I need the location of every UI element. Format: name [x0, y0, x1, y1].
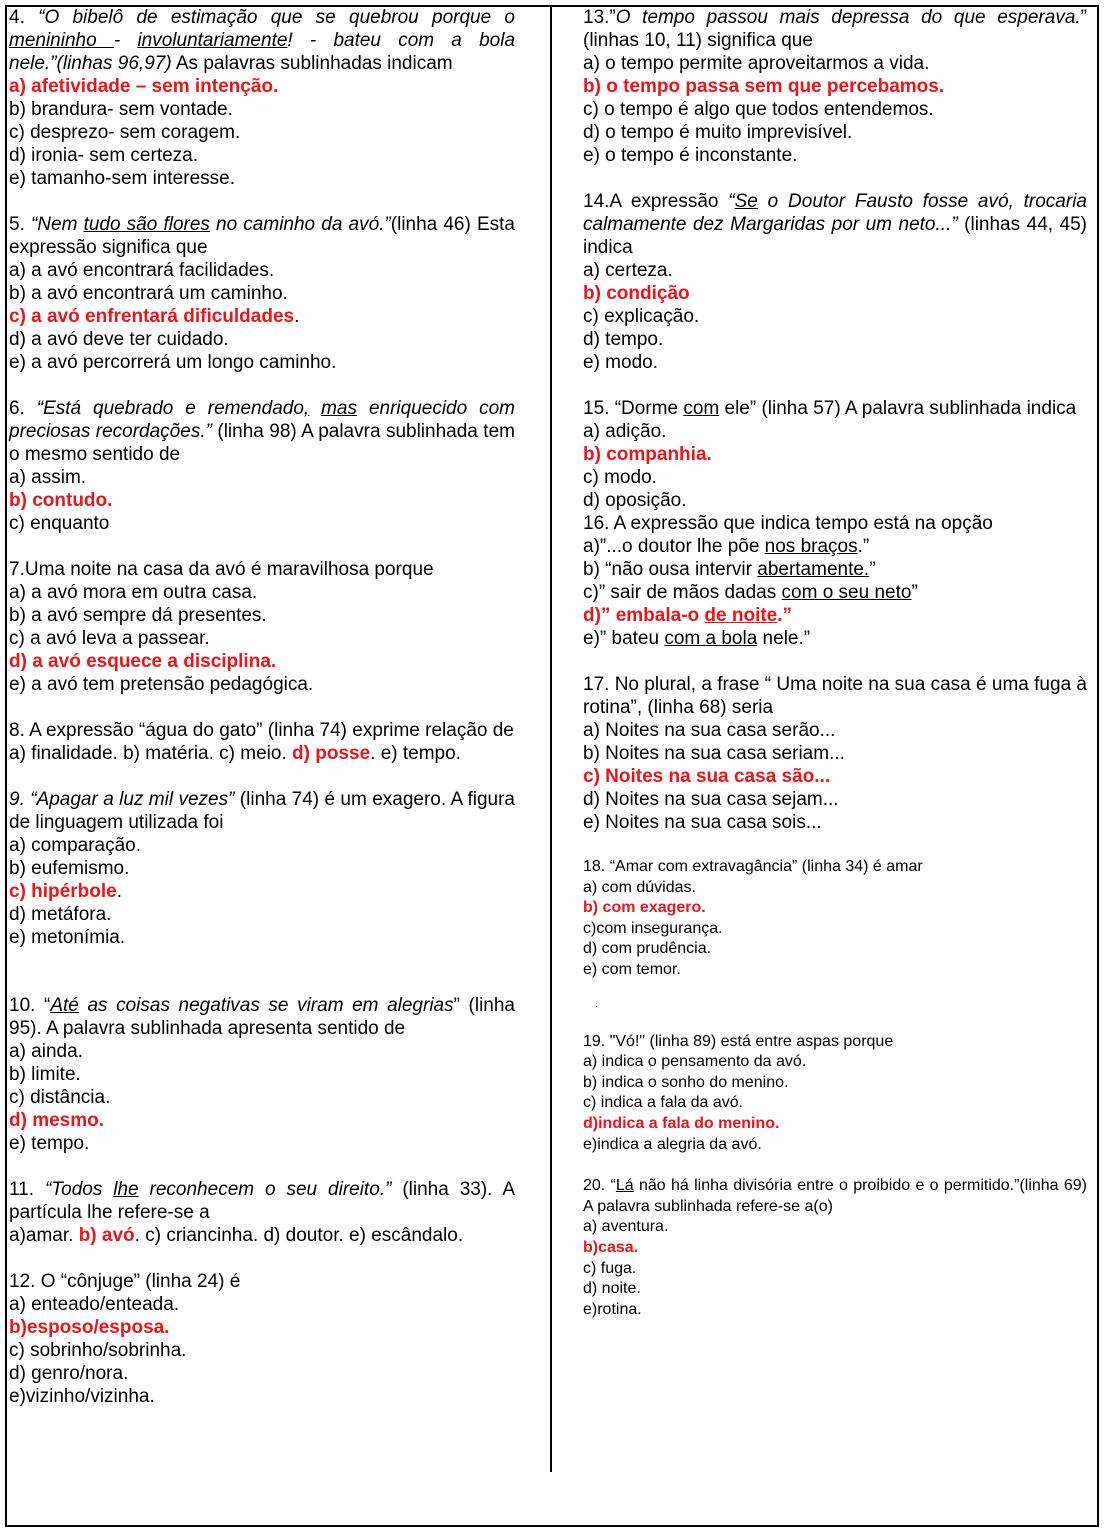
underlined-word: lhe: [113, 1179, 139, 1200]
option-d: d) noite.: [583, 1280, 641, 1298]
question-5-stem: 5. “Nem tudo são flores no caminho da avó.”(linha 46) Esta expressão significa que: [9, 214, 515, 258]
option-d: d) oposição.: [583, 490, 687, 511]
underlined-word: ,: [303, 398, 310, 419]
option-a: a) a avó mora em outra casa.: [9, 582, 258, 603]
question-17-stem: 17. No plural, a frase “ Uma noite na sua casa é uma fuga à rotina”, (linha 68) seria: [583, 674, 1087, 718]
question-13: [583, 6, 1087, 167]
option-b-correct: b) o tempo passa sem que percebamos.: [583, 76, 945, 97]
question-10-stem: 10. “Até as coisas negativas se viram em alegrias” (linha 95). A palavra sublinhada apresenta sentido de: [9, 995, 516, 1039]
option-d-correct: d)” embala-o de noite.”: [583, 605, 793, 626]
option-d-correct: d) mesmo.: [9, 1110, 105, 1131]
question-14: [583, 190, 1087, 374]
option-c: c) indica a fala da avó.: [583, 1094, 744, 1112]
option-a: a) ainda.: [9, 1041, 83, 1062]
option-c: c) explicação.: [583, 306, 700, 327]
option-c-correct: c) Noites na sua casa são...: [583, 766, 831, 787]
option-e: e) tempo.: [9, 1133, 90, 1154]
option-b-correct: b) condição: [583, 283, 690, 304]
underlined-word: Até: [50, 995, 79, 1016]
option-c: c) distância.: [9, 1087, 111, 1108]
question-12: [9, 1270, 515, 1408]
stray-mark: .: [595, 998, 598, 1010]
option-e: e)rotina.: [583, 1300, 642, 1318]
question-17: [583, 673, 1087, 834]
question-16-stem: 16. A expressão que indica tempo está na opção: [583, 513, 993, 534]
option-a: a) enteado/enteada.: [9, 1294, 180, 1315]
option-a: a) com dúvidas.: [583, 878, 696, 896]
question-13-stem: 13.”O tempo passou mais depressa do que esperava.” (linhas 10, 11) significa que: [583, 7, 1087, 51]
option-b: b) a avó sempre dá presentes.: [9, 605, 267, 626]
option-d: d) ironia- sem certeza.: [9, 145, 199, 166]
column-divider: [550, 6, 552, 1472]
option-a: a) assim.: [9, 467, 87, 488]
option-d-correct: d) posse: [292, 743, 371, 764]
option-a: a)”...o doutor lhe põe nos braços.”: [583, 536, 870, 557]
question-7: [9, 558, 515, 696]
question-15-stem: 15. “Dorme com ele” (linha 57) A palavra sublinhada indica: [583, 398, 1077, 419]
option-b-correct: b) com exagero.: [583, 899, 706, 917]
question-8-stem: 8. A expressão “água do gato” (linha 74) exprime relação de: [9, 720, 514, 741]
option-a: a) adição.: [583, 421, 667, 442]
question-18: [583, 857, 1087, 981]
question-8-options: a) finalidade. b) matéria. c) meio. d) posse. e) tempo.: [9, 743, 461, 764]
option-a: a) comparação.: [9, 835, 142, 856]
question-20-stem: 20. “Lá não há linha divisória entre o proibido e o permitido.”(linha 69) A palavra sublinhada refere-se a(o): [583, 1177, 1088, 1215]
option-d-correct: d)indica a fala do menino.: [583, 1114, 780, 1132]
option-a: a) o tempo permite aproveitarmos a vida.: [583, 53, 930, 74]
question-18-stem: 18. “Amar com extravagância” (linha 34) é amar: [583, 858, 923, 875]
option-c-correct: c) hipérbole: [9, 881, 117, 902]
option-e: e) a avó percorrerá um longo caminho.: [9, 352, 337, 373]
option-b-correct: b) contudo.: [9, 490, 113, 511]
option-a: a) certeza.: [583, 260, 673, 281]
question-4: [9, 6, 515, 190]
right-column: [583, 6, 1087, 1341]
option-c: c)” sair de mãos dadas com o seu neto”: [583, 582, 918, 603]
option-d: d) tempo.: [583, 329, 664, 350]
question-15: [583, 397, 1087, 512]
option-b: b) eufemismo.: [9, 858, 130, 879]
option-c: c) a avó leva a passear.: [9, 628, 210, 649]
option-e: e) modo.: [583, 352, 658, 373]
option-d: d) a avó deve ter cuidado.: [9, 329, 229, 350]
option-e: e) com temor.: [583, 960, 681, 978]
option-c: c) enquanto: [9, 513, 110, 534]
option-c: c) hipérbole.: [9, 881, 122, 902]
option-d: d) genro/nora.: [9, 1363, 129, 1384]
option-a: a) a avó encontrará facilidades.: [9, 260, 275, 281]
option-b: b) indica o sonho do menino.: [583, 1073, 789, 1091]
option-a: a) Noites na sua casa serão...: [583, 720, 836, 741]
question-19-stem: 19. "Vó!" (linha 89) está entre aspas porque: [583, 1032, 894, 1050]
option-c: c) a avó enfrentará dificuldades.: [9, 306, 300, 327]
option-e: e)indica a alegria da avó.: [583, 1135, 762, 1153]
question-10: [9, 994, 515, 1155]
question-20: [583, 1176, 1087, 1320]
option-a-correct: a) afetividade – sem intenção.: [9, 76, 279, 97]
option-e: e) Noites na sua casa sois...: [583, 812, 822, 833]
option-c: c) desprezo- sem coragem.: [9, 122, 241, 143]
option-b-correct: b) companhia.: [583, 444, 712, 465]
underlined-word: com: [683, 398, 720, 419]
question-9-stem: 9. “Apagar a luz mil vezes” (linha 74) é um exagero. A figura de linguagem utilizada foi: [9, 789, 516, 833]
option-c: c) modo.: [583, 467, 657, 488]
option-d: d) Noites na sua casa sejam...: [583, 789, 839, 810]
question-19: [583, 1032, 1087, 1156]
underlined-word: tudo são flores: [83, 214, 210, 235]
option-d: d) metáfora.: [9, 904, 112, 925]
left-column: [9, 6, 515, 1408]
question-4-stem: 4. “O bibelô de estimação que se quebrou porque o menininho - involuntariamente! - bateu com a bola nele.”(linhas 96,97) As palavras sublinhadas indicam: [9, 7, 516, 74]
question-6: [9, 397, 515, 535]
underlined-word: menininho: [9, 30, 114, 51]
option-a: a) aventura.: [583, 1218, 669, 1236]
question-12-stem: 12. O “cônjuge” (linha 24) é: [9, 1271, 241, 1292]
option-c: c)com insegurança.: [583, 919, 723, 937]
option-d: d) com prudência.: [583, 940, 712, 958]
option-b-correct: b)casa.: [583, 1238, 639, 1256]
underlined-word: involuntariamente: [137, 30, 288, 51]
option-c: c) sobrinho/sobrinha.: [9, 1340, 187, 1361]
option-c-correct: c) a avó enfrentará dificuldades: [9, 306, 295, 327]
option-e: e) a avó tem pretensão pedagógica.: [9, 674, 314, 695]
option-e: e) tamanho-sem interesse.: [9, 168, 235, 189]
question-5: [9, 213, 515, 374]
option-d-correct: d) a avó esquece a disciplina.: [9, 651, 277, 672]
option-b: b) a avó encontrará um caminho.: [9, 283, 288, 304]
option-e: e)vizinho/vizinha.: [9, 1386, 155, 1407]
option-e: e)” bateu com a bola nele.”: [583, 628, 811, 649]
question-8: [9, 719, 515, 765]
underlined-word: Lá: [615, 1177, 634, 1195]
question-16: [583, 512, 1087, 650]
option-a: a) indica o pensamento da avó.: [583, 1053, 807, 1071]
question-11-stem: 11. “Todos lhe reconhecem o seu direito.” (linha 33). A partícula lhe refere-se a: [9, 1179, 516, 1223]
option-c: c) o tempo é algo que todos entendemos.: [583, 99, 934, 120]
question-11-options: a)amar. b) avó. c) criancinha. d) doutor. e) escândalo.: [9, 1225, 464, 1246]
question-14-stem: 14.A expressão “Se o Doutor Fausto fosse avó, trocaria calmamente dez Margaridas por um neto...” (linhas 44, 45) indica: [583, 191, 1087, 258]
underlined-word: Se: [734, 191, 758, 212]
option-b-correct: b)esposo/esposa.: [9, 1317, 170, 1338]
option-e: e) o tempo é inconstante.: [583, 145, 798, 166]
question-6-stem: 6. “Está quebrado e remendado, mas enriquecido com preciosas recordações.” (linha 98) A palavra sublinhada tem o mesmo sentido de: [9, 398, 515, 465]
option-b: b) “não ousa intervir abertamente.”: [583, 559, 876, 580]
option-b: b) Noites na sua casa seriam...: [583, 743, 845, 764]
underlined-word: mas: [321, 398, 358, 419]
option-b-correct: b) avó: [78, 1225, 135, 1246]
question-11: [9, 1178, 515, 1247]
option-e: e) metonímia.: [9, 927, 126, 948]
option-b: b) brandura- sem vontade.: [9, 99, 233, 120]
option-d: d) o tempo é muito imprevisível.: [583, 122, 853, 143]
option-c: c) fuga.: [583, 1259, 637, 1277]
question-9: [9, 788, 515, 949]
option-b: b) limite.: [9, 1064, 81, 1085]
question-7-stem: 7.Uma noite na casa da avó é maravilhosa porque: [9, 559, 434, 580]
